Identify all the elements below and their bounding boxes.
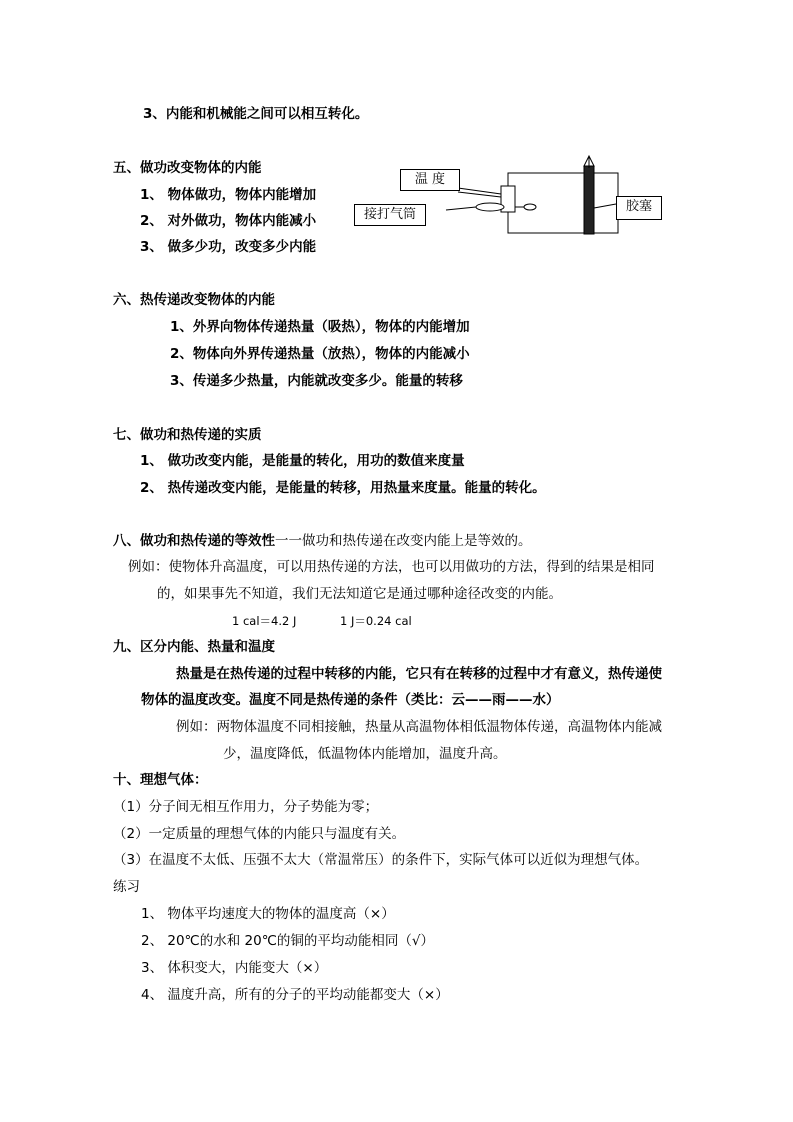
list-item: 2、 对外做功，物体内能减小 xyxy=(140,213,317,229)
list-item: 3、传递多少热量，内能就改变多少。能量的转移 xyxy=(170,373,463,389)
pump-label: 接打气筒 xyxy=(354,204,426,226)
section-line xyxy=(113,532,532,550)
list-item: 3、 体积变大，内能变大（×） xyxy=(141,960,328,976)
list-item: 1、 物体做功，物体内能增加 xyxy=(140,187,317,203)
list-item: 2、 20℃的水和 20℃的铜的平均动能相同（√） xyxy=(141,933,434,949)
text-line: 3、内能和机械能之间可以相互转化。 xyxy=(143,106,369,122)
section-heading: 六、热传递改变物体的内能 xyxy=(113,292,275,308)
text-line: 少，温度降低，低温物体内能增加，温度升高。 xyxy=(223,746,507,762)
section-heading: 十、理想气体： xyxy=(113,772,208,788)
list-item: （2）一定质量的理想气体的内能只与温度有关。 xyxy=(113,826,406,842)
list-item: 4、 温度升高，所有的分子的平均动能都变大（×） xyxy=(141,987,449,1003)
list-item: （1）分子间无相互作用力，分子势能为零； xyxy=(113,799,379,815)
experiment-diagram xyxy=(350,152,680,242)
text-line: 的，如果事先不知道，我们无法知道它是通过哪种途径改变的内能。 xyxy=(157,586,562,602)
list-item: 1、外界向物体传递热量（吸热），物体的内能增加 xyxy=(170,319,470,335)
list-item: 1、 物体平均速度大的物体的温度高（×） xyxy=(141,906,395,922)
section-heading: 八、做功和热传递的等效性 xyxy=(113,533,275,549)
section-heading-rest: 一一做功和热传递在改变内能上是等效的。 xyxy=(275,533,532,549)
text-line: 热量是在热传递的过程中转移的内能，它只有在转移的过程中才有意义，热传递使 xyxy=(176,666,662,682)
conversion-j-to-cal: 1 J＝0.24 cal xyxy=(340,614,412,628)
text-line: 例如：两物体温度不同相接触，热量从高温物体相低温物体传递，高温物体内能减 xyxy=(176,719,662,735)
text-line: 物体的温度改变。温度不同是热传递的条件（类比：云——雨——水） xyxy=(141,692,560,708)
text-line: 例如：使物体升高温度，可以用热传递的方法，也可以用做功的方法，得到的结果是相同 xyxy=(128,559,655,575)
section-heading: 九、区分内能、热量和温度 xyxy=(113,639,275,655)
list-item: 2、物体向外界传递热量（放热），物体的内能减小 xyxy=(170,346,470,362)
section-heading: 五、做功改变物体的内能 xyxy=(113,160,262,176)
temperature-label: 温 度 xyxy=(400,169,460,191)
section-heading: 练习 xyxy=(113,879,140,895)
list-item: （3）在温度不太低、压强不太大（常温常压）的条件下，实际气体可以近似为理想气体。 xyxy=(113,852,649,868)
section-heading: 七、做功和热传递的实质 xyxy=(113,427,262,443)
list-item: 2、 热传递改变内能，是能量的转移，用热量来度量。能量的转化。 xyxy=(140,480,546,496)
conversion-cal-to-j: 1 cal＝4.2 J xyxy=(232,614,297,628)
plug-label: 胶塞 xyxy=(616,196,662,220)
list-item: 3、 做多少功，改变多少内能 xyxy=(140,239,317,255)
list-item: 1、 做功改变内能，是能量的转化，用功的数值来度量 xyxy=(140,453,465,469)
